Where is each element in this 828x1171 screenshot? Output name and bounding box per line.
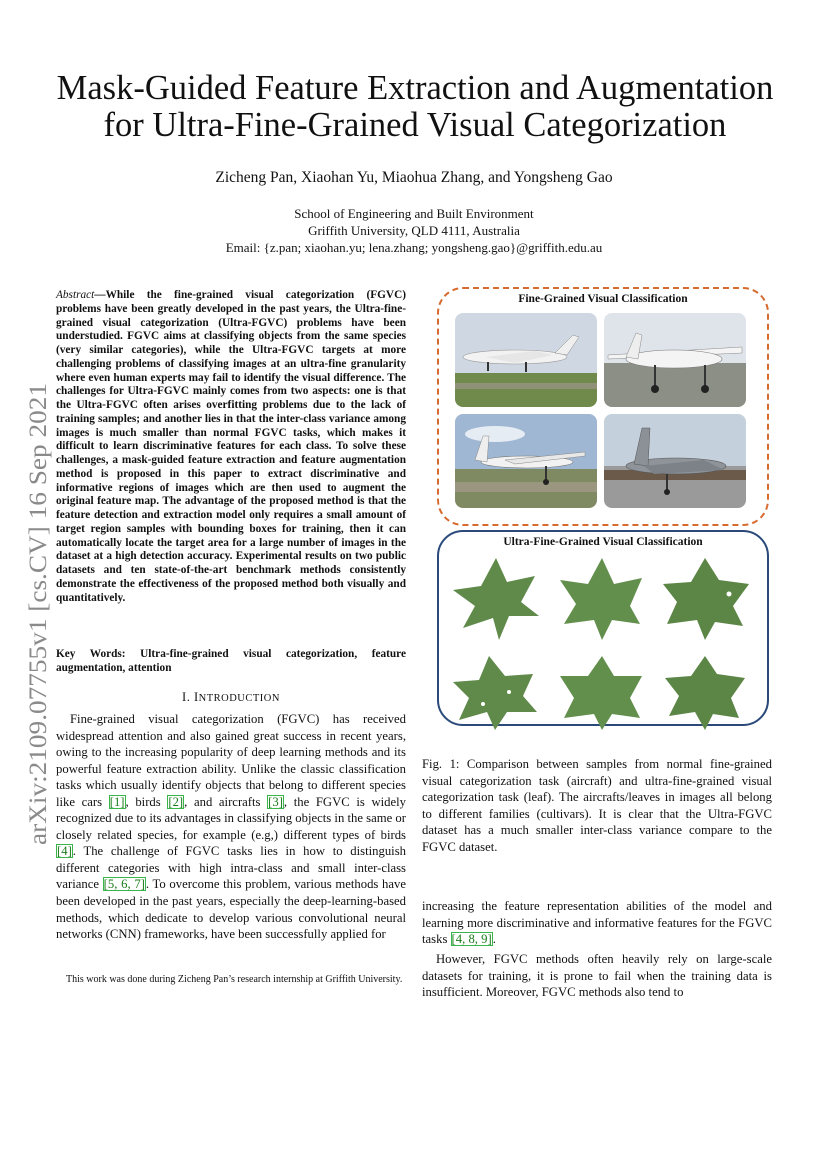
section-heading-rest: NTRODUCTION [198, 693, 280, 704]
intro-text-6: . To overcome this problem, various methods have been developed in the past years, especially the deep-learning-based methods, which dedicate to develop various convolutional neural networks (CNN) frameworks, have been successfully applied for [56, 877, 407, 942]
leaf-sample-3 [659, 554, 754, 644]
intro-text-2: , birds [125, 794, 168, 809]
right-paragraph-continued [422, 898, 772, 948]
arxiv-stamp-text: arXiv:2109.07755v1 [cs.CV] 16 Sep 2021 [25, 421, 52, 845]
title-line-1: Mask-Guided Feature Extraction and Augmentation [56, 69, 774, 107]
aircraft-photo-3 [455, 414, 597, 508]
intro-text-4: , the FGVC is widely recognized due to its advantages in classifying objects in the same or closely related species, for example (e.g,) different types of birds [56, 794, 406, 842]
ufgvc-panel [437, 530, 769, 726]
affiliation-line-1: School of Engineering and Built Environment [294, 206, 534, 221]
abstract-text: —While the fine-grained visual categorization (FGVC) problems have been greatly developed in the past years, the Ultra-fine-grained visual categorization (Ultra-FGVC) problems have been understudied. FGVC aims at classifying objects from the same species (very similar categories), while the Ultra-FGVC targets at more challenging problems of classifying images at an ultra-fine granularity where even human experts may fail to identify the visual difference. The challenges for Ultra-FGVC mainly comes from two aspects: one is that the Ultra-FGVC often arises overfitting problems due to the lack of training samples; and another lies in that the inter-class variance among images is much smaller than normal FGVC tasks, which makes it difficult to learn discriminative features for each class. To solve these challenges, a mask-guided feature extraction and feature augmentation method is proposed in this paper to extract discriminative and informative regions of images which are then used to augment the original feature map. The advantage of the proposed method is that the feature detection and extraction model only requires a small amount of target region samples with bounding boxes for training, then it can automatically locate the target area for a large number of images in the dataset at a high detection accuracy. Experimental results on two public datasets and ten state-of-the-art benchmark methods consistently demonstrate the effectiveness of the proposed method both visually and quantitatively. [56, 289, 406, 604]
leaf-sample-6 [659, 652, 754, 732]
leaf-sample-1 [449, 554, 544, 644]
affiliation-line-2: Griffith University, QLD 4111, Australia [308, 223, 520, 238]
title-line-2: for Ultra-Fine-Grained Visual Categorization [103, 106, 727, 144]
abstract [56, 289, 406, 605]
citation-link[interactable]: [3] [268, 794, 283, 809]
leaf-sample-2 [554, 554, 649, 644]
citation-link[interactable]: [4] [57, 844, 72, 859]
fgvc-panel-title: Fine-Grained Visual Classification [518, 293, 688, 305]
right-paragraph-2: However, FGVC methods often heavily rely on large-scale datasets for training, it is prone to fail when the training data is insufficient. Moreover, FGVC methods also tend to [422, 952, 772, 1000]
intro-text-3: , and aircrafts [184, 794, 268, 809]
leaf-sample-5 [554, 652, 649, 732]
affiliation-email: Email: {z.pan; xiaohan.yu; lena.zhang; yongsheng.gao}@griffith.edu.au [225, 240, 603, 255]
right-text-2: . [492, 932, 496, 947]
abstract-label: Abstract [56, 289, 95, 301]
section-number: I. [182, 690, 194, 704]
citation-link[interactable]: [4, 8, 9] [451, 932, 492, 947]
intro-text-1: Fine-grained visual categorization (FGVC) has received widespread attention and also gained great success in recent years, owing to the increasing popularity of deep learning methods and its powerful feature extraction ability. Unlike the classic classification tasks which usually identify objects that belong to different species like cars [56, 712, 406, 809]
footnote: This work was done during Zicheng Pan’s research internship at Griffith University. [66, 974, 403, 985]
right-text-1: increasing the feature representation abilities of the model and learning more discriminative and informative features for the FGVC tasks [422, 899, 772, 947]
keywords-text: Ultra-fine-grained visual categorization, feature augmentation, attention [56, 648, 406, 674]
intro-text-5: . The challenge of FGVC tasks lies in how to distinguish different categories with high intra-class and small inter-class variance [56, 844, 406, 892]
fgvc-panel [437, 287, 769, 526]
intro-paragraph [56, 711, 406, 943]
leaf-sample-4 [449, 652, 544, 732]
paper-title [40, 70, 790, 144]
citation-link[interactable]: [1] [109, 794, 125, 809]
aircraft-photo-1 [455, 313, 597, 407]
section-heading-introduction [56, 689, 406, 708]
authors: Zicheng Pan, Xiaohan Yu, Miaohua Zhang, and Yongsheng Gao [215, 169, 613, 186]
aircraft-photo-2 [604, 313, 746, 407]
keywords [56, 647, 406, 675]
citation-link[interactable]: [5, 6, 7] [103, 877, 145, 892]
ufgvc-panel-title: Ultra-Fine-Grained Visual Classification [503, 536, 703, 548]
citation-link[interactable]: [2] [168, 794, 184, 809]
keywords-label: Key Words: [56, 648, 126, 660]
section-heading-initial: I [193, 690, 199, 704]
figure-caption: Fig. 1: Comparison between samples from normal fine-grained visual categorization task (aircraft) and ultra-fine-grained visual categorization task (leaf). The aircrafts/leaves in images all belong to different families (cultivars). It is clear that the Ultra-FGVC dataset has a much smaller inter-class variance compare to the FGVC dataset. [422, 757, 772, 854]
arxiv-stamp [16, 380, 56, 850]
aircraft-photo-4 [604, 414, 746, 508]
